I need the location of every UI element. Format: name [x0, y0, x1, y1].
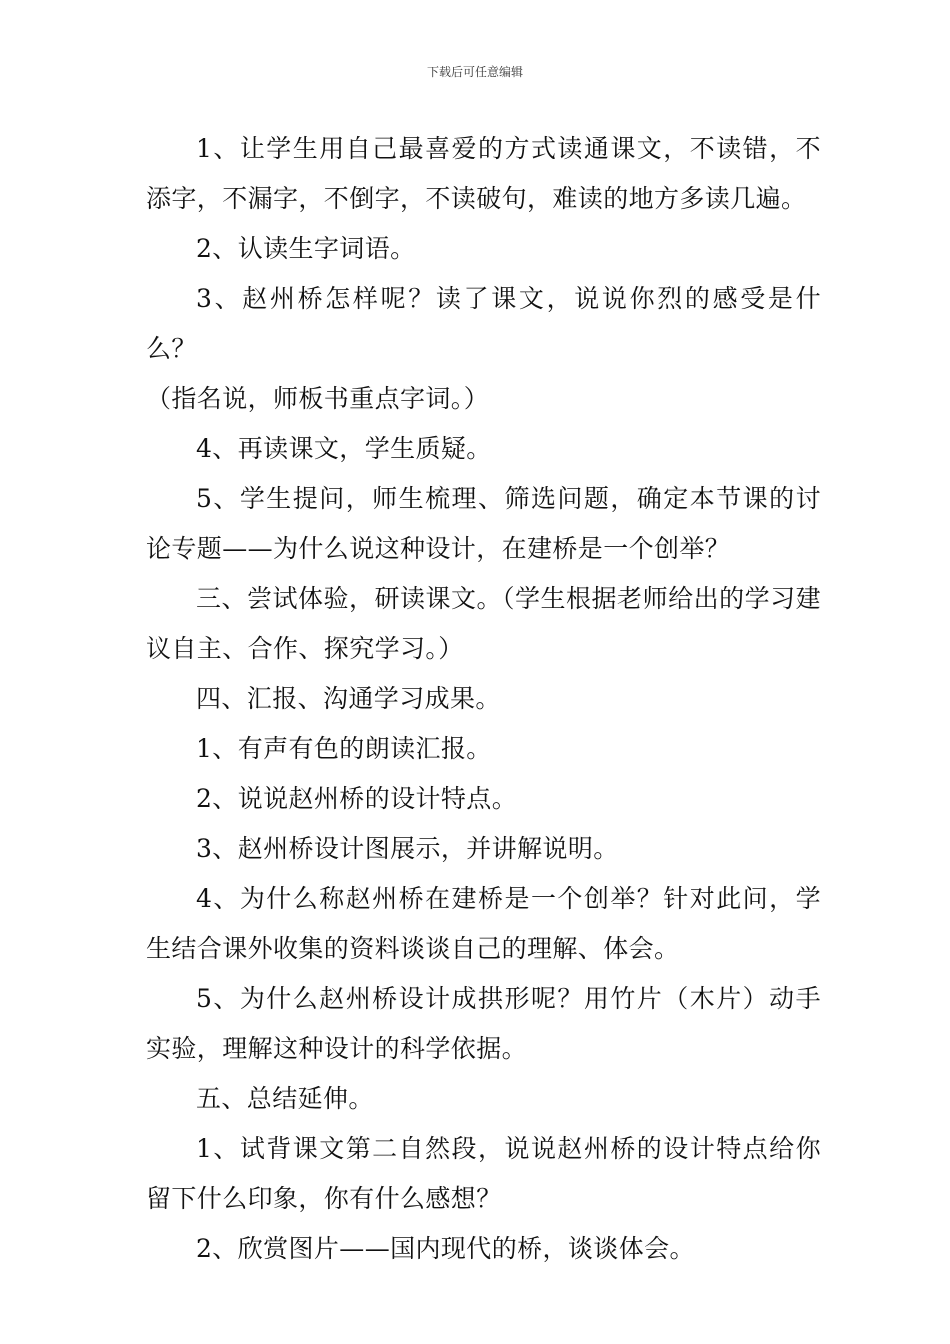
paragraph-summary-1: 1、试背课文第二自然段，说说赵州桥的设计特点给你留下什么印象，你有什么感想？: [146, 1134, 821, 1213]
paragraph-step-5-topic: 5、学生提问，师生梳理、筛选问题，确定本节课的讨论专题——为什么说这种设计，在建桥是一个创举？: [146, 484, 821, 563]
paragraph-step-1-read-text: 1、让学生用自己最喜爱的方式读通课文，不读错，不添字，不漏字，不倒字，不读破句，难读的地方多读几遍。: [146, 134, 821, 213]
section-five-heading: 五、总结延伸。: [196, 1084, 374, 1113]
paragraph-report-5: 5、为什么赵州桥设计成拱形呢？用竹片（木片）动手实验，理解这种设计的科学依据。: [146, 984, 821, 1063]
page-header-note: 下载后可任意编辑: [426, 65, 523, 79]
paragraph-report-1: 1、有声有色的朗读汇报。: [196, 734, 492, 763]
section-three-heading: 三、尝试体验，研读课文。（学生根据老师给出的学习建议自主、合作、探究学习。）: [146, 584, 821, 663]
paragraph-report-4: 4、为什么称赵州桥在建桥是一个创举？针对此问，学生结合课外收集的资料谈谈自己的理解、体会。: [146, 884, 821, 963]
paragraph-step-4-questions: 4、再读课文，学生质疑。: [196, 434, 492, 463]
paragraph-step-2-vocabulary: 2、认读生字词语。: [196, 234, 416, 263]
document-body: [146, 124, 821, 1274]
paragraph-summary-2: 2、欣赏图片——国内现代的桥，谈谈体会。: [196, 1234, 695, 1263]
paragraph-report-2: 2、说说赵州桥的设计特点。: [196, 784, 518, 813]
paragraph-step-3-note: （指名说，师板书重点字词。）: [146, 384, 490, 413]
paragraph-report-3: 3、赵州桥设计图展示，并讲解说明。: [196, 834, 619, 863]
paragraph-step-3-feelings: 3、赵州桥怎样呢？读了课文，说说你烈的感受是什么？: [146, 284, 821, 363]
section-four-heading: 四、汇报、沟通学习成果。: [196, 684, 501, 713]
